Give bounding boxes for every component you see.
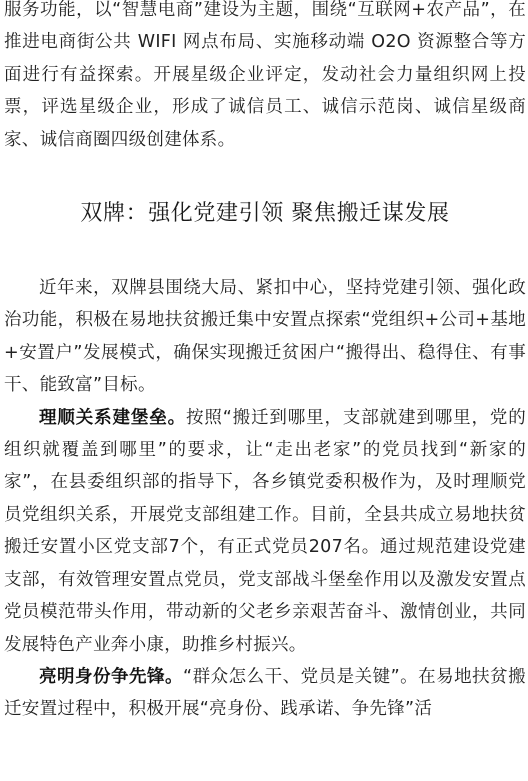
section-intro-paragraph: 近年来，双牌县围绕大局、紧扣中心，坚持党建引领、强化政治功能，积极在易地扶贫搬迁集中安置点探索“党组织+公司+基地+安置户”发展模式，确保实现搬迁贫困户“搬得出、稳得住、有事干、能致富”目标。 [4,278,526,396]
section-heading: 双牌：强化党建引领 聚焦搬迁谋发展 [80,201,450,227]
item-paragraph-1 [4,402,526,661]
item-lead-1: 理顺关系建堡垒。 [39,407,186,428]
intro-paragraph: 服务功能，以“智慧电商”建设为主题，围绕“互联网+农产品”，在推进电商街公共 WIFI 网点布局、实施移动端 O2O 资源整合等方面进行有益探索。开展星级企业评定，发动社会力量组织网上投票，评选星级企业，形成了诚信员工、诚信示范岗、诚信星级商家、诚信商圈四级创建体系。 [4,0,526,150]
item-body-2: “群众怎么干、党员是关键”。在易地扶贫搬迁安置过程中，积极开展“亮身份、践承诺、争先锋”活 [4,666,526,720]
section-heading-wrap [4,156,526,272]
article [4,0,526,726]
item-lead-2: 亮明身份争先锋。 [39,666,184,687]
item-paragraph-2 [4,661,526,726]
item-body-1: 按照“搬迁到哪里，支部就建到哪里，党的组织就覆盖到哪里”的要求，让“走出老家”的党员找到“新家的家”，在县委组织部的指导下，各乡镇党委积极作为，及时理顺党员党组织关系，开展党支部组建工作。目前，全县共成立易地扶贫搬迁安置小区党支部7个，有正式党员207名。通过规范建设党建支部，有效管理安置点党员，党支部战斗堡垒作用以及激发安置点党员模范带头作用，带动新的父老乡亲艰苦奋斗、激情创业，共同发展特色产业奔小康，助推乡村振兴。 [4,407,526,655]
